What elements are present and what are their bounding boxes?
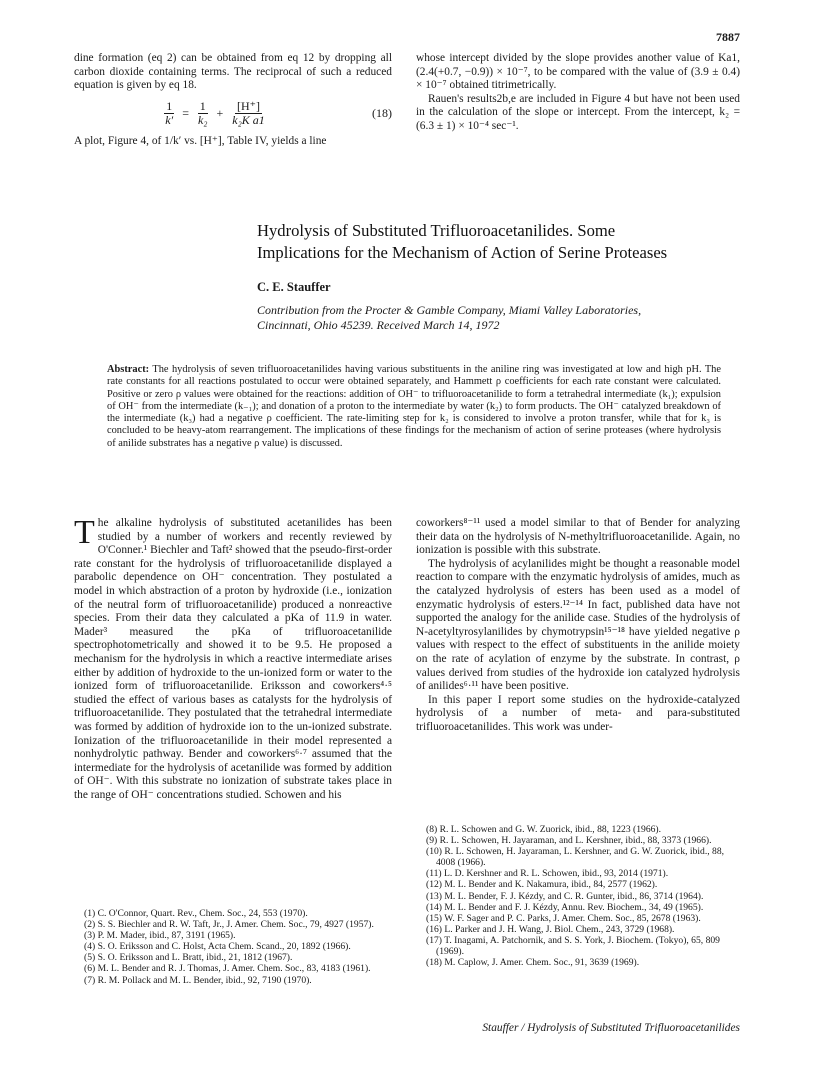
reference: (3) P. M. Mader, ibid., 87, 3191 (1965). [84, 930, 236, 942]
top-right-column [416, 52, 740, 134]
reference: (6) M. L. Bender and R. J. Thomas, J. Amer. Chem. Soc., 83, 4183 (1961). [84, 963, 371, 975]
top-left-column [74, 52, 392, 148]
eq-plus: + [216, 105, 224, 120]
body-right-paragraph-3: In this paper I report some studies on the hydroxide-catalyzed hydrolysis of a number of meta- and para-substituted trifluoroacetanilides. This work was under- [416, 693, 740, 733]
reference: (14) M. L. Bender and F. J. Kézdy, Annu. Rev. Biochem., 34, 49 (1965). [426, 901, 704, 913]
abstract-label: Abstract: [107, 364, 150, 375]
references-left [84, 908, 392, 986]
title-line-1: Hydrolysis of Substituted Trifluoroacetanilides. Some [257, 221, 616, 240]
reference: (1) C. O'Connor, Quart. Rev., Chem. Soc., 24, 553 (1970). [84, 908, 308, 919]
eq-lhs-numerator: 1 [166, 99, 173, 114]
body-right-paragraph-2: The hydrolysis of acylanilides might be thought a reasonable model reaction to compare with the enzymatic hydrolysis of amides, much as the catalyzed hydrolysis of esters has been used as a model of enzymatic hydrolysis of esters.¹²⁻¹⁴ In fact, published data have not supported the analogy for the anilide case. Studies of the hydrolysis of N-acetyltyrosylanilides by chymotrypsin¹⁵⁻¹⁸ have yielded negative ρ values with respect to the effect of substituents in the anilide moiety on the rate of acylation of enzyme by the substrate. In contrast, ρ values derived from studies of the hydroxide ion catalyzed hydrolysis of anilides⁶·¹¹ have been positive. [416, 557, 740, 693]
abstract [107, 364, 721, 450]
top-left-paragraph: dine formation (eq 2) can be obtained from eq 12 by dropping all carbon dioxide containing terms. The reciprocal of such a reduced equation is given by eq 18. [74, 52, 392, 92]
page-number: 7887 [716, 30, 740, 44]
reference: (12) M. L. Bender and K. Nakamura, ibid., 84, 2577 (1962). [426, 879, 658, 891]
running-footer: Stauffer / Hydrolysis of Substituted Trifluoroacetanilides [482, 1022, 740, 1034]
eq-term1-denominator: k₂ [197, 113, 208, 128]
eq-term2-fraction [230, 100, 267, 127]
eq-term2-denominator: k₂K a1 [232, 113, 265, 128]
reference: (4) S. O. Eriksson and C. Holst, Acta Chem. Scand., 20, 1892 (1966). [84, 941, 351, 953]
reference: (18) M. Caplow, J. Amer. Chem. Soc., 91, 3639 (1969). [426, 957, 640, 969]
affiliation-line-2: Cincinnati, Ohio 45239. Received March 14, 1972 [257, 318, 500, 332]
references-right [426, 824, 740, 968]
body-left-text: he alkaline hydrolysis of substituted acetanilides has been studied by a number of workers and recently reviewed by O'Conner.¹ Biechler and Taft² showed that the pseudo-first-order rate constant for the hydrolysis of trifluoroacetanilide displayed a parabolic dependence on OH⁻ concentration. They postulated a model in which abstraction of a proton by hydroxide (i.e., ionization of the neutral form of trifluoroacetanilide) produced a nonreactive species. From their data they calculated a pKa of 11.9 in water. Mader³ measured the pKa of trifluoroacetanilide spectrophotometrically and showed it to be 9.5. He proposed a mechanism for the hydrolysis in which a reactive intermediate arises either by addition of hydroxide to the un-ionized form or water to the ionized form of trifluoroacetanilide. Eriksson and coworkers⁴·⁵ studied the effect of various bases as catalysts for the hydrolysis of trifluoroacetanilide. They postulated that the tetrahedral intermediate was formed by addition of hydroxide ion to the un-ionized substrate. Ionization of the trifluoroacetanilide in their model represented a nonhydrolytic pathway. Bender and coworkers⁶·⁷ assumed that the intermediate for the hydrolysis of acetanilide was formed by addition of OH⁻. With this substrate no ionization of substrate takes place in the range of OH⁻ concentrations studied. Schowen and his [74, 517, 392, 801]
eq-term1-fraction [196, 100, 210, 127]
reference: (16) L. Parker and J. H. Wang, J. Biol. Chem., 243, 3729 (1968). [426, 923, 675, 935]
equation-18 [74, 97, 392, 131]
body-right-column [416, 517, 740, 735]
eq-term2-numerator: [H⁺] [237, 99, 260, 114]
reference: (11) L. D. Kershner and R. L. Schowen, ibid., 93, 2014 (1971). [426, 868, 669, 880]
equation-number: (18) [372, 105, 392, 120]
reference: (7) R. M. Pollack and M. L. Bender, ibid., 92, 7190 (1970). [84, 974, 312, 986]
reference: (10) R. L. Schowen, H. Jayaraman, L. Kershner, and G. W. Zuorick, ibid., 88, 4008 (1966). [426, 846, 725, 869]
reference: (15) W. F. Sager and P. C. Parks, J. Amer. Chem. Soc., 85, 2678 (1963). [426, 912, 701, 924]
affiliation [257, 303, 757, 333]
top-left-paragraph-2: A plot, Figure 4, of 1/k′ vs. [H⁺], Table IV, yields a line [74, 134, 327, 147]
author: C. E. Stauffer [257, 280, 331, 294]
reference: (17) T. Inagami, A. Patchornik, and S. S. York, J. Biochem. (Tokyo), 65, 809 (1969). [426, 934, 720, 958]
top-right-paragraph: whose intercept divided by the slope provides another value of Ka1, (2.4(+0.7, −0.9)) × 10⁻⁷, to be compared with the value of (3.9 ± 0.4) × 10⁻⁷ obtained titrimetrically. [416, 52, 740, 92]
reference: (5) S. O. Eriksson and L. Bratt, ibid., 21, 1812 (1967). [84, 952, 293, 964]
eq-term1-numerator: 1 [199, 99, 206, 114]
equation-body [74, 100, 356, 127]
body-left-column [74, 514, 392, 802]
title-line-2: Implications for the Mechanism of Action of Serine Proteases [257, 243, 668, 262]
reference: (13) M. L. Bender, F. J. Kézdy, and C. R. Gunter, ibid., 86, 3714 (1964). [426, 890, 704, 902]
abstract-text: The hydrolysis of seven trifluoroacetanilides having various substituents in the aniline ring was investigated at low and high pH. The rate constants for all reactions postulated to occur were obtained separately, and Hammett ρ coefficients for each rate constant were calculated. Positive or zero ρ values were obtained for the reactions: addition of OH⁻ to trifluoroacetanilide to form a tetrahedral intermediate (k₁); expulsion of OH⁻ from the intermediate (k₋₁); and donation of a proton to the intermediate by water (k₂) to form products. The OH⁻ catalyzed breakdown of the intermediate (k₃) had a negative ρ coefficient. The rate-limiting step for k₂ is considered to involve a proton transfer, while that for k₃ is concluded to be heavy-atom rearrangement. The implications of these findings for the mechanism of action of serine proteases (where hydrolysis of anilide substrates has a negative ρ value) is discussed. [107, 364, 721, 449]
reference: (8) R. L. Schowen and G. W. Zuorick, ibid., 88, 1223 (1966). [426, 824, 662, 835]
eq-lhs-fraction [163, 100, 175, 127]
eq-lhs-denominator: k′ [165, 113, 174, 128]
article-title [257, 220, 757, 264]
top-right-paragraph-2: Rauen's results2b,e are included in Figure 4 but have not been used in the calculation of the slope or intercept. From the intercept, k₂ = (6.3 ± 1) × 10⁻⁴ sec⁻¹. [416, 92, 740, 132]
reference: (9) R. L. Schowen, H. Jayaraman, and L. Kershner, ibid., 88, 3373 (1966). [426, 835, 712, 847]
eq-equals: = [182, 105, 189, 120]
affiliation-line-1: Contribution from the Procter & Gamble Company, Miami Valley Laboratories, [257, 303, 642, 317]
body-right-paragraph-1: coworkers⁸⁻¹¹ used a model similar to that of Bender for analyzing their data on the hydrolysis of N-methyltrifluoroacetanilide. Again, no ionization is possible with this substrate. [416, 517, 740, 557]
reference: (2) S. S. Biechler and R. W. Taft, Jr., J. Amer. Chem. Soc., 79, 4927 (1957). [84, 919, 374, 931]
drop-cap: T [74, 514, 95, 551]
